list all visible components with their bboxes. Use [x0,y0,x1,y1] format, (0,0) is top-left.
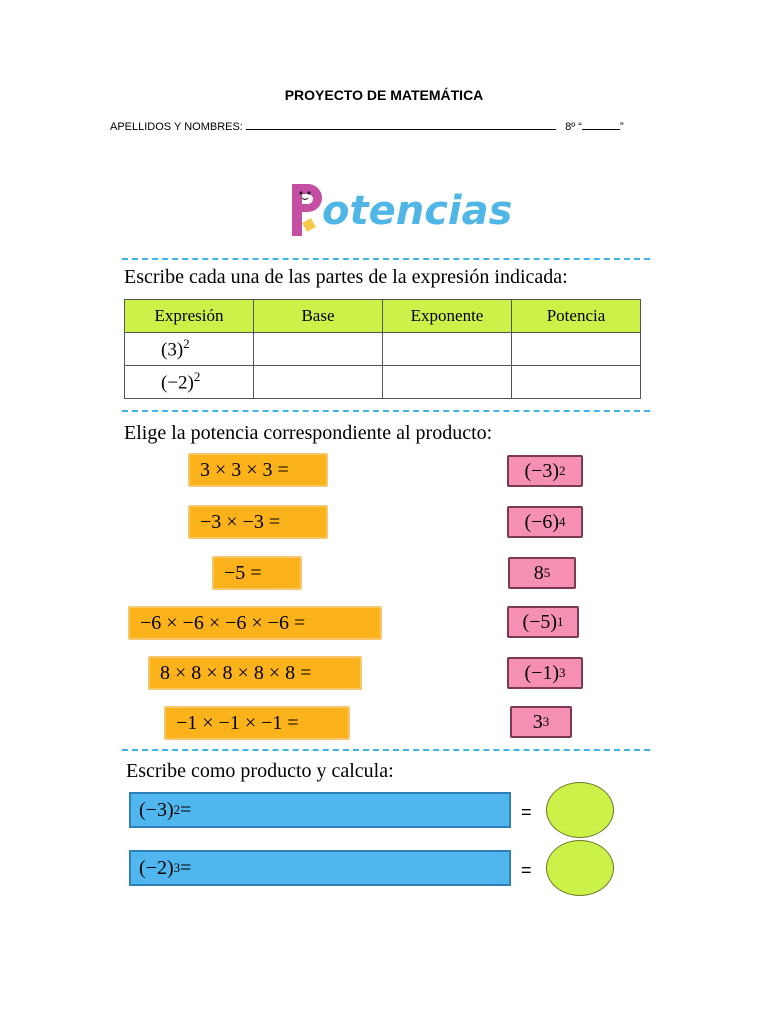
dashed-divider [122,410,650,412]
col-header-exponente: Exponente [383,300,512,333]
potencias-logo [288,178,518,248]
section1-heading: Escribe cada una de las partes de la expresión indicada: [124,266,568,288]
product-box[interactable]: −5 = [212,556,302,590]
equals-sign: = [521,802,532,822]
power-box[interactable]: (−5) 1 [507,606,579,638]
grade-label: 8º “ [565,121,582,133]
grade-blank[interactable] [582,119,620,130]
name-blank[interactable] [246,119,556,130]
power-answer-cell[interactable] [512,366,641,399]
power-box[interactable]: (−3) 2 [507,455,583,487]
power-box[interactable]: 3 3 [510,706,572,738]
product-box[interactable]: 8 × 8 × 8 × 8 × 8 = [148,656,362,690]
product-answer-bar[interactable]: (−3) 2 = [129,792,511,828]
product-box[interactable]: −3 × −3 = [188,505,328,539]
product-box[interactable]: −6 × −6 × −6 × −6 = [128,606,382,640]
section2-heading: Elige la potencia correspondiente al producto: [124,422,493,444]
power-box[interactable]: (−1) 3 [507,657,583,689]
student-name-line [110,119,624,133]
name-label: APELLIDOS Y NOMBRES: [110,121,246,133]
table-header-row [125,300,641,333]
grade-close: ” [619,121,624,133]
product-box[interactable]: −1 × −1 × −1 = [164,706,350,740]
dashed-divider [122,749,650,751]
table-row [125,333,641,366]
col-header-expresion: Expresión [125,300,254,333]
p-letter-icon [288,180,324,240]
col-header-base: Base [254,300,383,333]
col-header-potencia: Potencia [512,300,641,333]
result-oval[interactable] [546,782,614,838]
dashed-divider [122,258,650,260]
expression-cell: $(3)^2$ [125,333,254,366]
product-answer-bar[interactable]: (−2) 3 = [129,850,511,886]
exponent-answer-cell[interactable] [383,366,512,399]
expression-cell: $(-2)^2$ [125,366,254,399]
logo-text: otencias [322,188,513,234]
page-title: PROYECTO DE MATEMÁTICA [284,87,484,103]
power-box[interactable]: (−6) 4 [507,506,583,538]
section3-heading: Escribe como producto y calcula: [126,760,394,782]
base-answer-cell[interactable] [254,366,383,399]
parts-table [124,299,641,399]
product-box[interactable]: 3 × 3 × 3 = [188,453,328,487]
power-answer-cell[interactable] [512,333,641,366]
base-answer-cell[interactable] [254,333,383,366]
result-oval[interactable] [546,840,614,896]
table-row [125,366,641,399]
equals-sign: = [521,860,532,880]
power-box[interactable]: 8 5 [508,557,576,589]
exponent-answer-cell[interactable] [383,333,512,366]
